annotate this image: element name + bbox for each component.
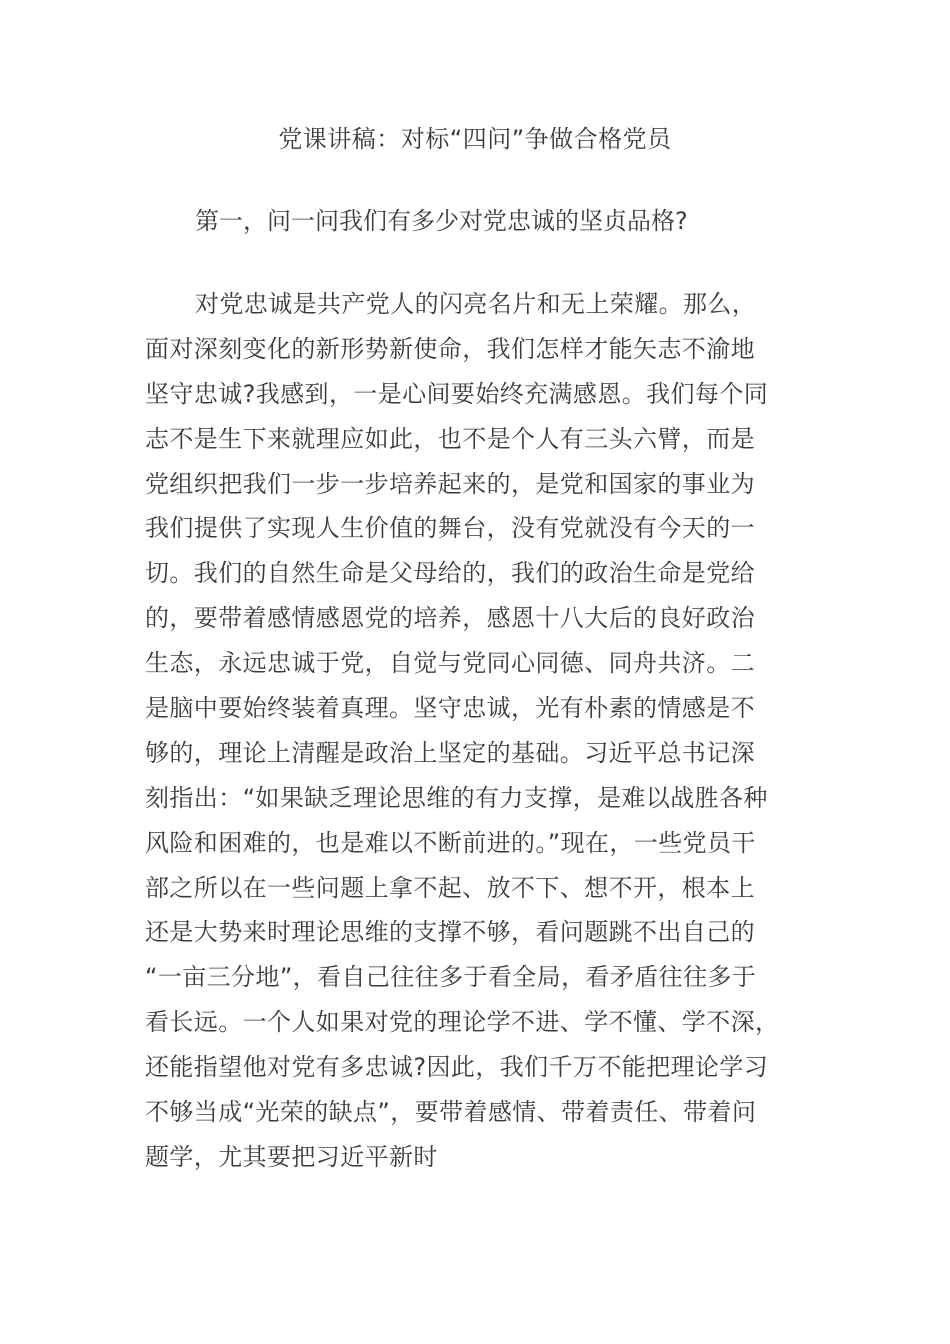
paragraph-line: 刻指出：“如果缺乏理论思维的有力支撑，是难以战胜各种 [145,783,768,812]
paragraph-line: 生态，永远忠诚于党，自觉与党同心同德、同舟共济。二 [145,649,755,678]
paragraph-line: “一亩三分地”，看自己往往多于看全局，看矛盾往往多于 [145,963,757,992]
paragraph-line: 面对深刻变化的新形势新使命，我们怎样才能矢志不渝地 [145,334,755,363]
paragraph-line: 还是大势来时理论思维的支撑不够，看问题跳不出自己的 [145,918,755,947]
paragraph-line: 不够当成“光荣的缺点”，要带着感情、带着责任、带着问 [145,1098,757,1127]
paragraph-line: 看长远。一个人如果对党的理论学不进、学不懂、学不深， [145,1008,780,1037]
document-title: 党课讲稿：对标“四问”争做合格党员 [278,125,672,153]
paragraph-line: 我们提供了实现人生价值的舞台，没有党就没有今天的一 [145,514,755,543]
paragraph-line: 党组织把我们一步一步培养起来的，是党和国家的事业为 [145,469,755,498]
paragraph-line: 对党忠诚是共产党人的闪亮名片和无上荣耀。那么， [195,290,757,318]
paragraph-line: 够的，理论上清醒是政治上坚定的基础。习近平总书记深 [145,738,755,767]
paragraph-line: 坚守忠诚?我感到，一是心间要始终充满感恩。我们每个同 [145,379,769,408]
body-paragraph [145,282,805,1180]
paragraph-line: 还能指望他对党有多忠诚?因此，我们千万不能把理论学习 [145,1053,769,1082]
paragraph-line: 的，要带着感情感恩党的培养，感恩十八大后的良好政治 [145,604,755,633]
section-heading: 第一，问一问我们有多少对党忠诚的坚贞品格? [195,207,688,235]
paragraph-line: 志不是生下来就理应如此，也不是个人有三头六臂，而是 [145,424,755,453]
paragraph-line: 部之所以在一些问题上拿不起、放不下、想不开，根本上 [145,873,755,902]
paragraph-line: 题学，尤其要把习近平新时 [145,1142,438,1171]
paragraph-line: 切。我们的自然生命是父母给的，我们的政治生命是党给 [145,559,755,588]
paragraph-line: 是脑中要始终装着真理。坚守忠诚，光有朴素的情感是不 [145,694,755,723]
paragraph-line: 风险和困难的，也是难以不断前进的。”现在，一些党员干 [145,828,756,857]
